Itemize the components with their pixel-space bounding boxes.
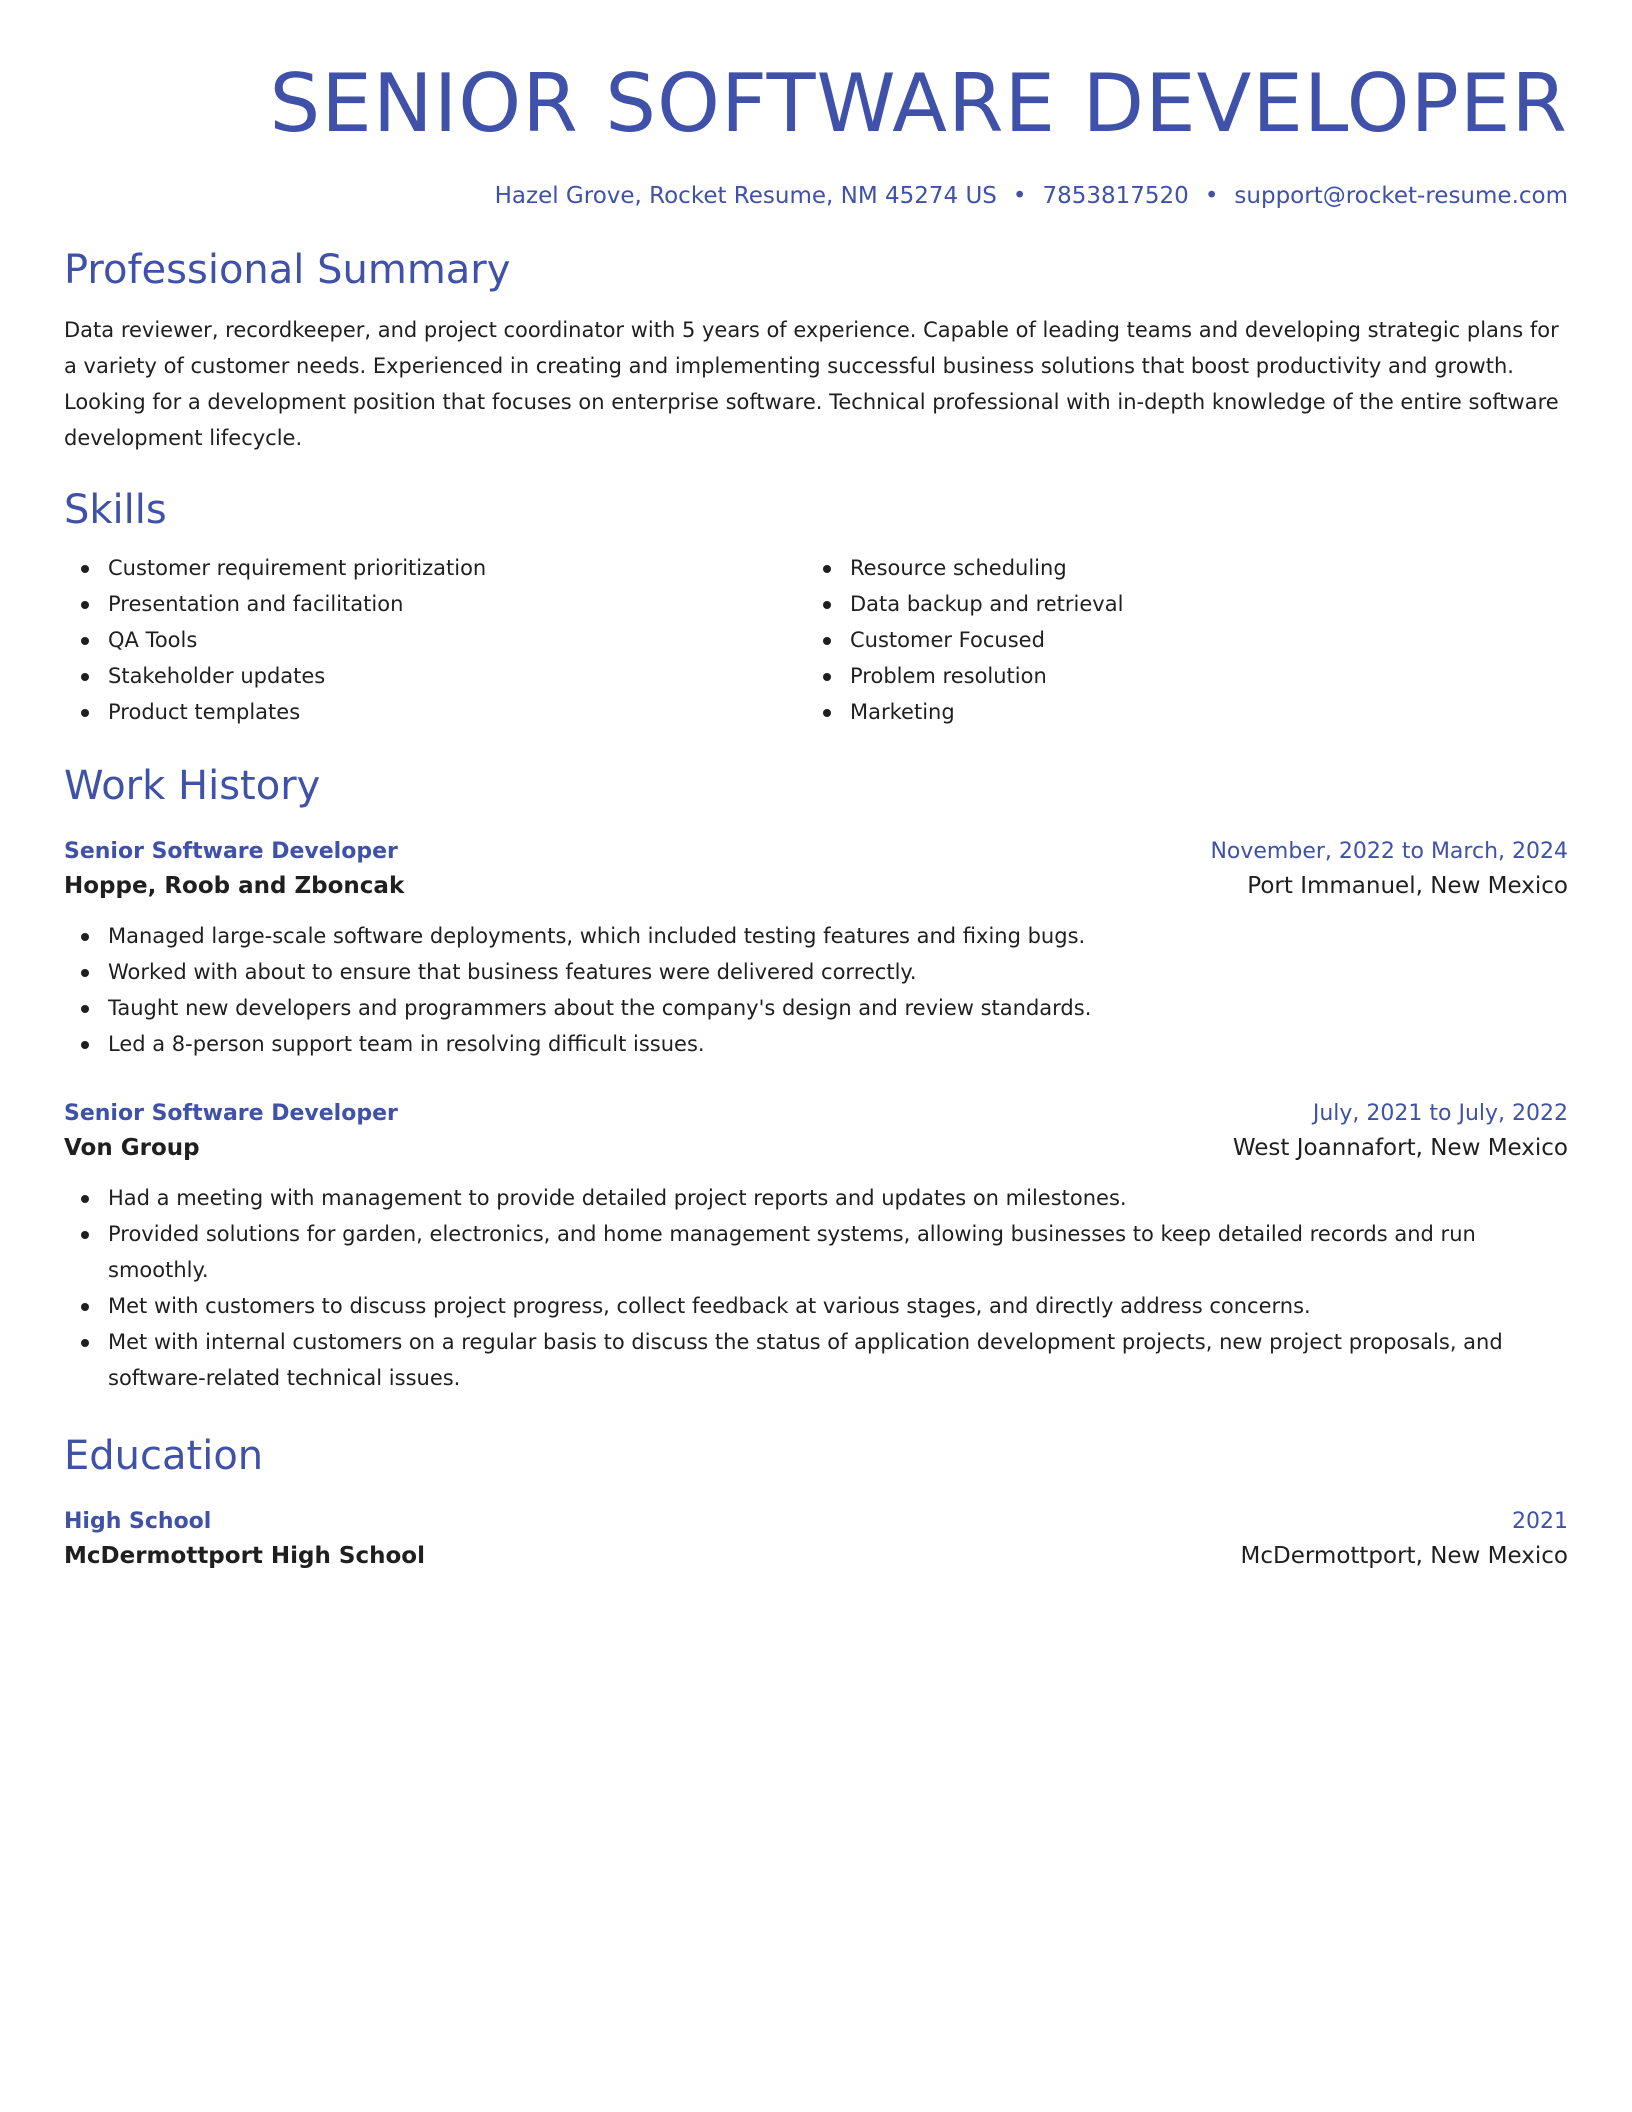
job-company: Hoppe, Roob and Zboncak (64, 873, 405, 899)
job-bullet: Managed large-scale software deployments, which included testing features and fixing bugs. (64, 918, 1568, 954)
skill-item: Resource scheduling (806, 550, 1548, 586)
resume-page (64, 0, 1568, 1574)
skill-item: Stakeholder updates (64, 658, 806, 694)
summary-heading: Professional Summary (64, 247, 511, 293)
job-bullets (64, 1180, 1568, 1396)
job-bullet: Met with internal customers on a regular basis to discuss the status of application development projects, new project proposals, and software-related technical issues. (64, 1324, 1568, 1396)
job-bullet: Met with customers to discuss project progress, collect feedback at various stages, and directly address concerns. (64, 1288, 1568, 1324)
education-degree: High School (64, 1509, 212, 1534)
job-entry (64, 1098, 1568, 1396)
job-bullet: Had a meeting with management to provide detailed project reports and updates on milestones. (64, 1180, 1568, 1216)
education-year: 2021 (1512, 1509, 1568, 1534)
job-location: West Joannafort, New Mexico (1232, 1135, 1568, 1161)
job-role: Senior Software Developer (64, 1101, 398, 1126)
education-school: McDermottport High School (64, 1543, 425, 1569)
job-header-row (64, 836, 1568, 868)
contact-email[interactable]: support@rocket-resume.com (1234, 183, 1568, 209)
job-entry (64, 836, 1568, 1062)
job-company-row (64, 868, 1568, 904)
contact-line (64, 180, 1568, 212)
job-location: Port Immanuel, New Mexico (1247, 873, 1568, 899)
job-bullet: Led a 8-person support team in resolving difficult issues. (64, 1026, 1568, 1062)
skill-item: Customer requirement prioritization (64, 550, 806, 586)
skills-column-right (806, 550, 1548, 730)
skill-item: QA Tools (64, 622, 806, 658)
skills-column-left (64, 550, 806, 730)
skill-item: Presentation and facilitation (64, 586, 806, 622)
skill-item: Product templates (64, 694, 806, 730)
contact-separator: • (1204, 183, 1219, 209)
skills-heading: Skills (64, 487, 167, 533)
work-history-heading: Work History (64, 763, 321, 809)
skill-item: Problem resolution (806, 658, 1548, 694)
education-entry (64, 1506, 1568, 1574)
education-heading: Education (64, 1433, 264, 1479)
contact-phone: 7853817520 (1042, 183, 1189, 209)
job-company: Von Group (64, 1135, 200, 1161)
skill-item: Data backup and retrieval (806, 586, 1548, 622)
education-location: McDermottport, New Mexico (1240, 1543, 1568, 1569)
job-bullets (64, 918, 1568, 1062)
job-dates: November, 2022 to March, 2024 (1210, 839, 1568, 864)
education-school-row (64, 1538, 1568, 1574)
job-bullet: Taught new developers and programmers about the company's design and review standards. (64, 990, 1568, 1026)
job-company-row (64, 1130, 1568, 1166)
skills-grid (64, 550, 1568, 730)
job-role: Senior Software Developer (64, 839, 398, 864)
summary-text: Data reviewer, recordkeeper, and project coordinator with 5 years of experience. Capable of leading teams and developing strategic plans for a variety of customer needs. Experienced in creating and implementing successful business solutions that boost productivity and growth. Looking for a development position that focuses on enterprise software. Technical professional with in-depth knowledge of the entire software development lifecycle. (64, 318, 1559, 450)
contact-separator: • (1012, 183, 1027, 209)
job-header-row (64, 1098, 1568, 1130)
resume-title: SENIOR SOFTWARE DEVELOPER (269, 57, 1568, 150)
job-bullet: Provided solutions for garden, electronics, and home management systems, allowing businesses to keep detailed records and run smoothly. (64, 1216, 1568, 1288)
skill-item: Customer Focused (806, 622, 1548, 658)
education-header-row (64, 1506, 1568, 1538)
contact-address: Hazel Grove, Rocket Resume, NM 45274 US (494, 183, 997, 209)
job-dates: July, 2021 to July, 2022 (1312, 1101, 1568, 1126)
skill-item: Marketing (806, 694, 1548, 730)
job-bullet: Worked with about to ensure that business features were delivered correctly. (64, 954, 1568, 990)
